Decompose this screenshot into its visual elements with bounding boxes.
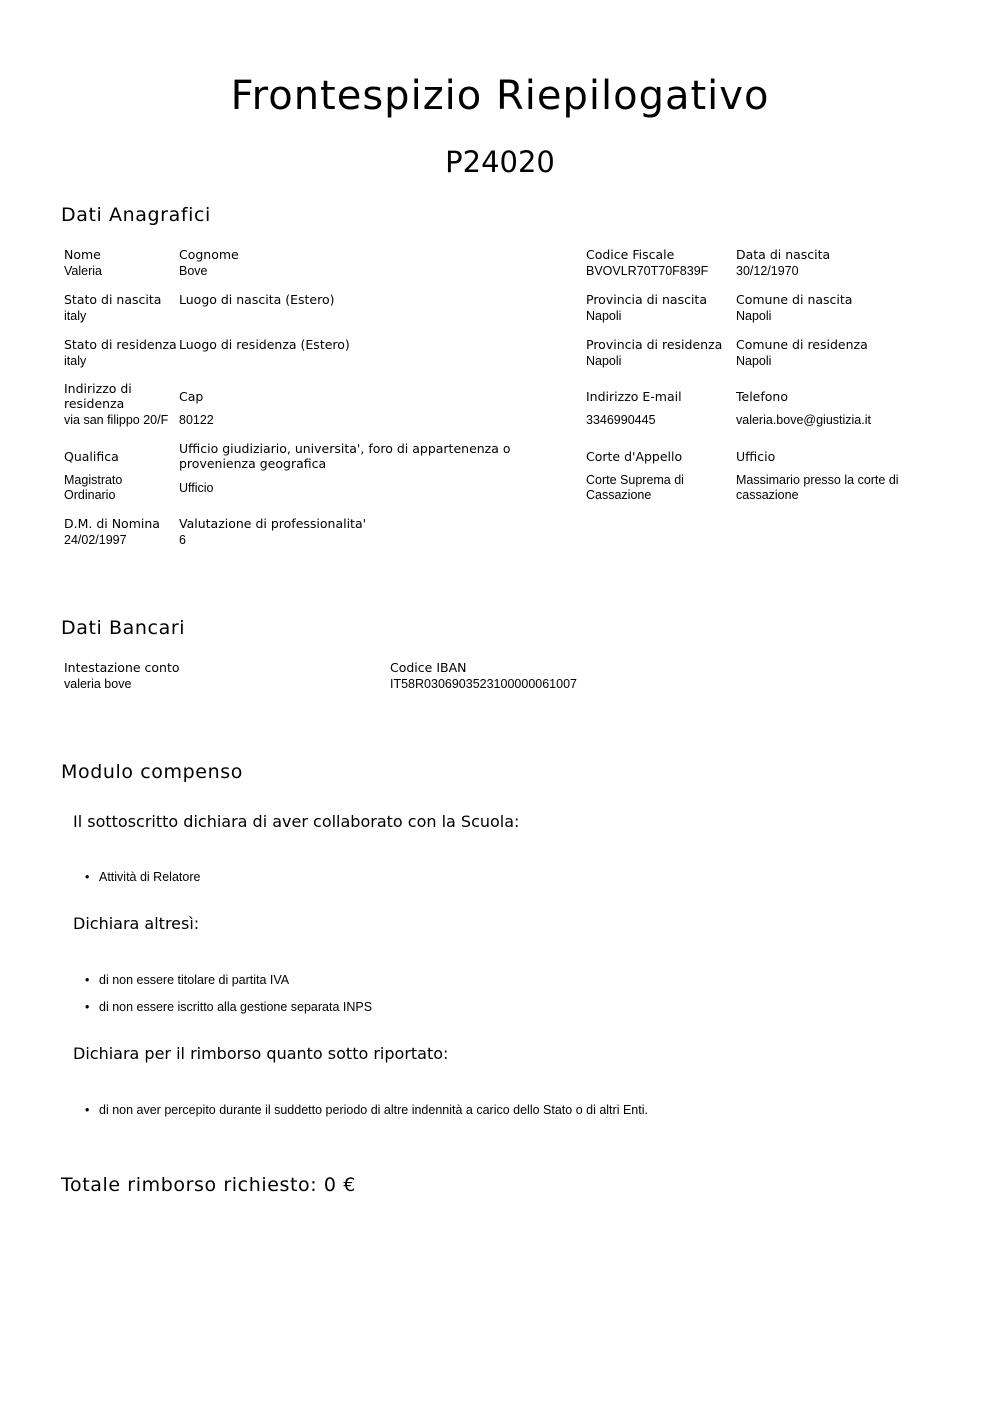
field-value-intestazione: valeria bove bbox=[64, 677, 132, 691]
field-label-stato-residenza: Stato di residenza bbox=[64, 337, 177, 352]
field-value-ufficio-giudiziario: Ufficio bbox=[179, 481, 214, 495]
field-value-qualifica: Magistrato Ordinario bbox=[64, 473, 123, 502]
field-label-ufficio-giudiziario: Ufficio giudiziario, universita', foro di appartenenza o provenienza geografica bbox=[179, 441, 511, 471]
field-label-corte-appello: Corte d'Appello bbox=[586, 449, 683, 464]
field-value-telefono: valeria.bove@giustizia.it bbox=[736, 413, 871, 427]
bullet-icon: • bbox=[85, 870, 90, 884]
list-item-text: Attività di Relatore bbox=[99, 870, 201, 884]
list-item-text: di non aver percepito durante il suddetto periodo di altre indennità a carico dello Stato o di altri Enti. bbox=[99, 1103, 648, 1117]
dichiara-statement: Dichiara altresì: bbox=[73, 914, 200, 933]
field-value-comune-residenza: Napoli bbox=[736, 354, 772, 368]
field-label-luogo-residenza-estero: Luogo di residenza (Estero) bbox=[179, 337, 350, 352]
field-value-valutazione: 6 bbox=[179, 533, 186, 547]
document-code: P24020 bbox=[445, 145, 555, 179]
rimborso-statement: Dichiara per il rimborso quanto sotto riportato: bbox=[73, 1044, 449, 1063]
field-value-provincia-nascita: Napoli bbox=[586, 309, 622, 323]
field-value-cognome: Bove bbox=[179, 264, 208, 278]
field-value-ufficio: Massimario presso la corte di cassazione bbox=[736, 473, 899, 502]
field-label-telefono: Telefono bbox=[736, 389, 788, 404]
field-value-email: 3346990445 bbox=[586, 413, 656, 427]
field-value-nome: Valeria bbox=[64, 264, 102, 278]
list-item-text: di non essere titolare di partita IVA bbox=[99, 973, 290, 987]
field-value-corte-appello: Corte Suprema di Cassazione bbox=[586, 473, 684, 502]
field-label-indirizzo-residenza: Indirizzo di residenza bbox=[64, 381, 132, 411]
document-title: Frontespizio Riepilogativo bbox=[230, 73, 770, 119]
field-value-data-nascita: 30/12/1970 bbox=[736, 264, 799, 278]
section-heading-bancari: Dati Bancari bbox=[61, 617, 186, 639]
bullet-icon: • bbox=[85, 1000, 90, 1014]
field-label-dm-nomina: D.M. di Nomina bbox=[64, 516, 160, 531]
field-label-qualifica: Qualifica bbox=[64, 449, 119, 464]
field-label-email: Indirizzo E-mail bbox=[586, 389, 682, 404]
field-label-cognome: Cognome bbox=[179, 247, 239, 262]
field-label-stato-nascita: Stato di nascita bbox=[64, 292, 162, 307]
field-value-stato-residenza: italy bbox=[64, 354, 87, 368]
field-value-iban: IT58R0306903523100000061007 bbox=[390, 677, 577, 691]
field-value-provincia-residenza: Napoli bbox=[586, 354, 622, 368]
list-item bbox=[85, 1000, 372, 1015]
field-label-comune-nascita: Comune di nascita bbox=[736, 292, 853, 307]
field-label-nome: Nome bbox=[64, 247, 101, 262]
field-label-ufficio: Ufficio bbox=[736, 449, 776, 464]
field-label-data-nascita: Data di nascita bbox=[736, 247, 831, 262]
section-heading-anagrafica: Dati Anagrafici bbox=[61, 204, 211, 226]
field-label-intestazione: Intestazione conto bbox=[64, 660, 180, 675]
field-label-cap: Cap bbox=[179, 389, 204, 404]
field-label-provincia-nascita: Provincia di nascita bbox=[586, 292, 707, 307]
field-value-comune-nascita: Napoli bbox=[736, 309, 772, 323]
field-value-stato-nascita: italy bbox=[64, 309, 87, 323]
field-label-iban: Codice IBAN bbox=[390, 660, 467, 675]
section-heading-compenso: Modulo compenso bbox=[61, 761, 243, 783]
bullet-icon: • bbox=[85, 973, 90, 987]
field-label-comune-residenza: Comune di residenza bbox=[736, 337, 868, 352]
field-label-provincia-residenza: Provincia di residenza bbox=[586, 337, 723, 352]
list-item-text: di non essere iscritto alla gestione separata INPS bbox=[99, 1000, 373, 1014]
field-value-codice-fiscale: BVOVLR70T70F839F bbox=[586, 264, 709, 278]
totale-rimborso: Totale rimborso richiesto: 0 € bbox=[61, 1174, 356, 1196]
bullet-icon: • bbox=[85, 1103, 90, 1117]
field-value-indirizzo-residenza: via san filippo 20/F bbox=[64, 413, 169, 427]
field-label-valutazione: Valutazione di professionalita' bbox=[179, 516, 367, 531]
list-item bbox=[85, 973, 289, 988]
collaborazione-statement: Il sottoscritto dichiara di aver collaborato con la Scuola: bbox=[73, 812, 520, 831]
field-label-luogo-nascita-estero: Luogo di nascita (Estero) bbox=[179, 292, 335, 307]
field-value-dm-nomina: 24/02/1997 bbox=[64, 533, 127, 547]
list-item bbox=[85, 1103, 648, 1118]
field-value-cap: 80122 bbox=[179, 413, 214, 427]
field-label-codice-fiscale: Codice Fiscale bbox=[586, 247, 675, 262]
list-item bbox=[85, 870, 200, 885]
